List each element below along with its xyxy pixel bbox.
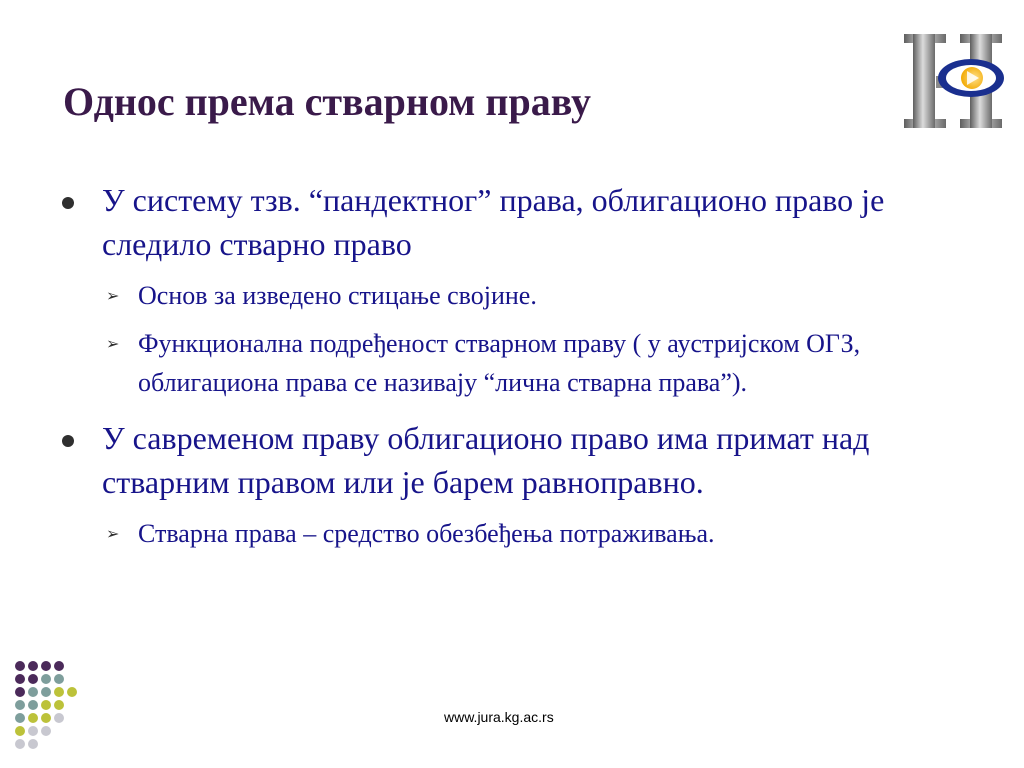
dots-row-2 <box>15 674 64 684</box>
sub-bullet-1-1 <box>60 276 980 315</box>
bullet-2-text: У савременом праву облигационо право има примат над стварним правом или је барем равноправно. <box>102 420 870 500</box>
dots-row-3 <box>15 687 77 697</box>
decorative-dots-icon <box>14 660 84 752</box>
footer-url: www.jura.kg.ac.rs <box>444 709 554 725</box>
dots-row-5 <box>15 713 64 723</box>
dots-row-1 <box>15 661 64 671</box>
sub-bullet-1-2 <box>60 324 980 402</box>
bullet-dot-icon <box>62 197 74 209</box>
sub-bullet-2-1-text: Стварна права – средство обезбеђења потраживања. <box>138 519 715 548</box>
dots-row-6 <box>15 726 51 736</box>
sub-bullet-1-1-text: Основ за изведено стицање својине. <box>138 281 537 310</box>
sub-bullet-1-2-text: Функционална подређеност стварном праву ( у аустријском ОГЗ, облигациона права се називају “лична стварна права”). <box>138 329 861 397</box>
bullet-dot-icon <box>62 435 74 447</box>
slide-body <box>60 178 980 562</box>
arrow-bullet-icon: ➢ <box>106 334 120 353</box>
sub-bullet-2-1 <box>60 514 980 553</box>
slide-title: Однос према стварном праву <box>63 79 591 124</box>
bullet-2 <box>60 416 980 504</box>
arrow-bullet-icon: ➢ <box>106 286 120 305</box>
arrow-bullet-icon: ➢ <box>106 524 120 543</box>
dots-row-4 <box>15 700 64 710</box>
dots-row-7 <box>15 739 38 749</box>
bullet-1 <box>60 178 980 266</box>
bullet-1-text: У систему тзв. “пандектног” права, облигационо право је следило стварно право <box>102 182 885 262</box>
faculty-logo-icon <box>896 26 1008 136</box>
